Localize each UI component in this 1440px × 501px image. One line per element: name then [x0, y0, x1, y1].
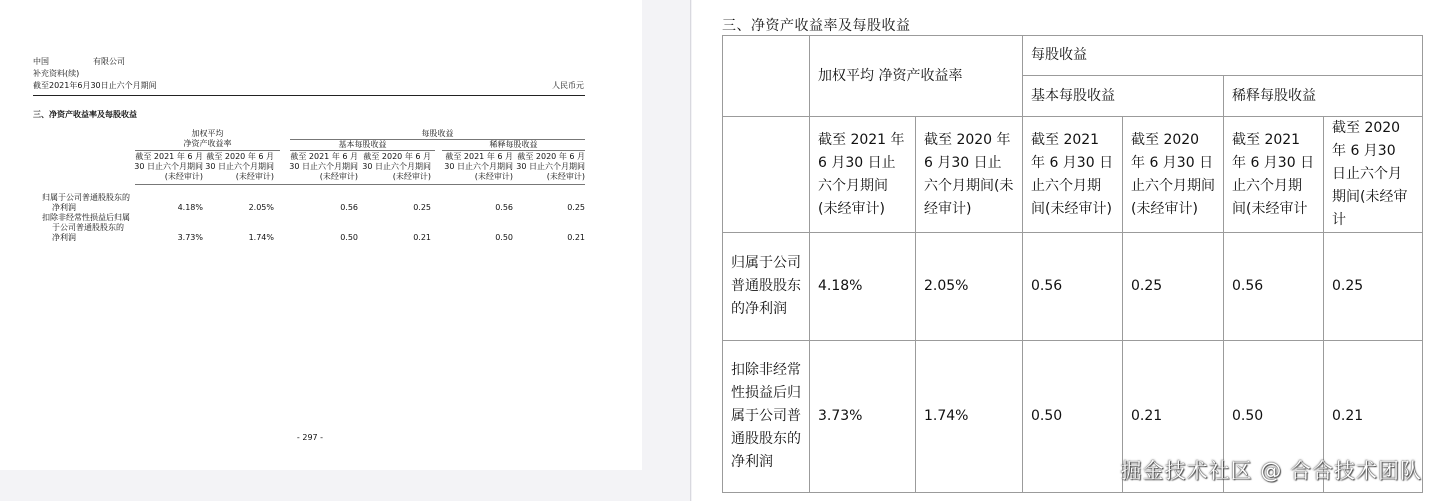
- subheader-rule: [135, 184, 585, 185]
- col4-line1: 截至 2020 年 6 月: [363, 152, 431, 161]
- roe-header-line2: 净资产收益率: [183, 139, 232, 148]
- period-header-basic-2020: 截至 2020 年 6 月30 日止六个月期间(未经审计): [1123, 117, 1224, 233]
- row2-value-cell: 1.74%: [916, 341, 1023, 493]
- col4-line2: 30 日止六个月期间: [362, 162, 431, 171]
- col5-line3: (未经审计): [474, 172, 513, 181]
- row2-label-cell: 扣除非经常性损益后归属于公司普通股股东的净利润: [723, 341, 810, 493]
- col1-line1: 截至 2021 年 6 月: [135, 152, 203, 161]
- empty-corner-cell-1: [723, 36, 810, 117]
- row2-basic-2021: 0.50: [340, 233, 358, 242]
- basic-eps-header-cell: 基本每股收益: [1023, 76, 1224, 117]
- period-header-roe-2020: 截至 2020 年 6 月30 日止六个月期间(未经审计): [916, 117, 1023, 233]
- row2-label-line1: 扣除非经常性损益后归属: [42, 213, 130, 222]
- col6-line1: 截至 2020 年 6 月: [517, 152, 585, 161]
- panel-separator: [690, 0, 691, 501]
- company-name: 中国 有限公司: [33, 57, 125, 66]
- watermark-text: 掘金技术社区 @ 合合技术团队: [1120, 459, 1422, 483]
- row2-label-line3: 净利润: [52, 233, 76, 242]
- row1-diluted-2021: 0.56: [495, 203, 513, 212]
- period-header-roe-2021: 截至 2021 年 6 月30 日止六个月期间(未经审计): [810, 117, 916, 233]
- row2-label-line2: 于公司普通股股东的: [52, 223, 124, 232]
- row1-label-line1: 归属于公司普通股股东的: [42, 193, 130, 202]
- row2-value-cell: 0.21: [1123, 341, 1224, 493]
- period-header-diluted-2020: 截至 2020 年 6 月30 日止六个月期间(未经审计: [1324, 117, 1423, 233]
- col6-line2: 30 日止六个月期间: [516, 162, 585, 171]
- row1-value-cell: 0.56: [1023, 233, 1123, 341]
- recognition-panel: [692, 0, 1440, 501]
- period-label: 截至2021年6月30日止六个月期间: [33, 81, 157, 90]
- basic-eps-header: 基本每股收益: [338, 140, 387, 149]
- row1-roe-2021: 4.18%: [177, 203, 203, 212]
- col4-line3: (未经审计): [392, 172, 431, 181]
- section-title: 三、净资产收益率及每股收益: [33, 110, 137, 119]
- roe-rule: [135, 150, 280, 151]
- eps-header: 每股收益: [421, 129, 454, 138]
- row2-value-cell: 0.50: [1224, 341, 1324, 493]
- result-table: [722, 35, 1423, 493]
- period-header-diluted-2021: 截至 2021 年 6 月30 日止六个月期间(未经审计: [1224, 117, 1324, 233]
- row1-label-cell: 归属于公司普通股股东的净利润: [723, 233, 810, 341]
- row2-value-cell: 0.21: [1324, 341, 1423, 493]
- currency-label: 人民币元: [552, 81, 584, 90]
- col1-line3: (未经审计): [164, 172, 203, 181]
- col1-line2: 30 日止六个月期间: [134, 162, 203, 171]
- diluted-rule: [442, 150, 585, 151]
- row2-diluted-2020: 0.21: [567, 233, 585, 242]
- row2-roe-2020: 1.74%: [248, 233, 274, 242]
- row1-roe-2020: 2.05%: [248, 203, 274, 212]
- col3-line3: (未经审计): [319, 172, 358, 181]
- row2-basic-2020: 0.21: [413, 233, 431, 242]
- row1-label-line2: 净利润: [52, 203, 76, 212]
- document-page: [0, 0, 642, 470]
- col2-line1: 截至 2020 年 6 月: [206, 152, 274, 161]
- roe-header-line1: 加权平均: [191, 129, 224, 138]
- row1-value-cell: 4.18%: [810, 233, 916, 341]
- eps-header-cell: 每股收益: [1023, 36, 1423, 76]
- row1-value-cell: 0.56: [1224, 233, 1324, 341]
- row2-diluted-2021: 0.50: [495, 233, 513, 242]
- page-number: - 297 -: [296, 433, 324, 442]
- col5-line2: 30 日止六个月期间: [444, 162, 513, 171]
- col3-line1: 截至 2021 年 6 月: [290, 152, 358, 161]
- supplement-label: 补充资料(续): [33, 69, 80, 78]
- row2-roe-2021: 3.73%: [177, 233, 203, 242]
- empty-corner-cell-2: [723, 117, 810, 233]
- table-title: 三、净资产收益率及每股收益: [722, 18, 911, 34]
- row1-value-cell: 2.05%: [916, 233, 1023, 341]
- col3-line2: 30 日止六个月期间: [289, 162, 358, 171]
- row1-basic-2020: 0.25: [413, 203, 431, 212]
- period-header-basic-2021: 截至 2021 年 6 月30 日止六个月期间(未经审计): [1023, 117, 1123, 233]
- col2-line2: 30 日止六个月期间: [205, 162, 274, 171]
- roe-header-cell: 加权平均 净资产收益率: [810, 36, 1023, 117]
- col2-line3: (未经审计): [235, 172, 274, 181]
- diluted-eps-header: 稀释每股收益: [489, 140, 538, 149]
- col5-line1: 截至 2021 年 6 月: [445, 152, 513, 161]
- basic-rule: [290, 150, 435, 151]
- row1-value-cell: 0.25: [1123, 233, 1224, 341]
- row1-diluted-2020: 0.25: [567, 203, 585, 212]
- diluted-eps-header-cell: 稀释每股收益: [1224, 76, 1423, 117]
- row1-value-cell: 0.25: [1324, 233, 1423, 341]
- col6-line3: (未经审计): [546, 172, 585, 181]
- row1-basic-2021: 0.56: [340, 203, 358, 212]
- row2-value-cell: 3.73%: [810, 341, 916, 493]
- header-rule: [33, 95, 585, 96]
- row2-value-cell: 0.50: [1023, 341, 1123, 493]
